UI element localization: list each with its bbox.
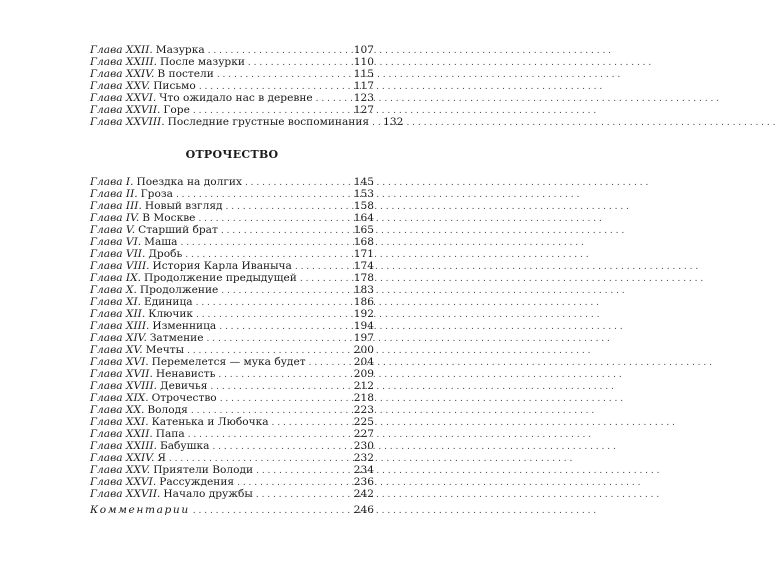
chapter-title: Перемелется — мука будет xyxy=(151,356,306,368)
page-number: 153 xyxy=(353,188,374,200)
chapter-number: Глава XXI. xyxy=(90,416,149,428)
page-number: 200 xyxy=(353,344,374,356)
page-number: 192 xyxy=(353,308,374,320)
toc-entry xyxy=(90,200,374,212)
page-number: 127 xyxy=(353,104,374,116)
chapter-number: Глава VII. xyxy=(90,248,146,260)
toc-entry xyxy=(90,344,374,356)
page-number: 165 xyxy=(353,224,374,236)
chapter-number: Глава XIV. xyxy=(90,332,147,344)
chapter-title: Письмо xyxy=(153,80,196,92)
toc-entry xyxy=(90,248,374,260)
chapter-title: Дробь xyxy=(148,248,183,260)
page-number: 107 xyxy=(353,44,374,56)
page-number: 242 xyxy=(353,488,374,500)
toc-entry xyxy=(90,296,374,308)
chapter-number: Глава XXII. xyxy=(90,428,153,440)
page-number: 236 xyxy=(353,476,374,488)
chapter-number: Глава VIII. xyxy=(90,260,150,272)
page-number: 227 xyxy=(353,428,374,440)
chapter-title: Затмение xyxy=(149,332,204,344)
page-number: 223 xyxy=(353,404,374,416)
chapter-number: Глава XVIII. xyxy=(90,380,158,392)
chapter-title: Папа xyxy=(155,428,185,440)
chapter-number: Глава VI. xyxy=(90,236,142,248)
dot-leader xyxy=(248,57,351,69)
toc-entry xyxy=(90,416,374,428)
toc-entry xyxy=(90,392,374,404)
dot-leader xyxy=(212,441,350,453)
toc-entry xyxy=(90,464,374,476)
toc-entry xyxy=(90,428,374,440)
toc-entry xyxy=(90,116,404,128)
toc-entry xyxy=(90,380,374,392)
toc-entry xyxy=(90,236,374,248)
toc-entry xyxy=(90,356,374,368)
chapter-title: Горе xyxy=(163,104,190,116)
toc-entry xyxy=(90,44,374,56)
page-number: 246 xyxy=(353,504,374,516)
chapter-number: Глава XXVI. xyxy=(90,92,157,104)
chapter-number: Глава IV. xyxy=(90,212,140,224)
toc-entry xyxy=(90,68,374,80)
dot-leader xyxy=(180,237,350,249)
chapter-title: Рассуждения xyxy=(159,476,235,488)
toc-entry xyxy=(90,176,374,188)
chapter-title: Что ожидало нас в деревне xyxy=(159,92,313,104)
chapter-title: Приятели Володи xyxy=(153,464,254,476)
dot-leader xyxy=(193,505,351,517)
dot-leader xyxy=(219,321,351,333)
dot-leader xyxy=(188,429,351,441)
page-number: 183 xyxy=(353,284,374,296)
toc-entry xyxy=(90,320,374,332)
chapter-title: Единица xyxy=(144,296,193,308)
dot-leader xyxy=(295,261,351,273)
page-number: 123 xyxy=(353,92,374,104)
chapter-number: Глава XV. xyxy=(90,344,143,356)
chapter-title: Мечты xyxy=(145,344,185,356)
chapter-title: Ненависть xyxy=(155,368,216,380)
toc-entry xyxy=(90,92,374,104)
toc-entry xyxy=(90,452,374,464)
dot-leader xyxy=(237,477,351,489)
chapter-number: Глава XXVII. xyxy=(90,104,161,116)
chapter-title: Продолжение xyxy=(139,284,219,296)
toc-entry xyxy=(90,368,374,380)
toc-entry xyxy=(90,476,374,488)
toc-entry xyxy=(90,80,374,92)
dot-leader xyxy=(196,309,351,321)
table-of-contents xyxy=(90,44,404,516)
toc-entry xyxy=(90,332,374,344)
chapter-title: Поездка на долгих xyxy=(136,176,242,188)
chapter-number: Глава II. xyxy=(90,188,138,200)
page-number: 132 xyxy=(383,116,404,128)
chapter-title: Начало дружбы xyxy=(163,488,253,500)
dot-leader xyxy=(221,225,351,237)
toc-entry xyxy=(90,104,374,116)
chapter-number: Глава XXVIII. xyxy=(90,116,165,128)
page-number: 234 xyxy=(353,464,374,476)
chapter-number: Глава XI. xyxy=(90,296,142,308)
chapter-title: Продолжение предыдущей xyxy=(144,272,297,284)
page-number: 178 xyxy=(353,272,374,284)
chapter-title: Старший брат xyxy=(138,224,218,236)
dot-leader xyxy=(220,393,351,405)
toc-entry xyxy=(90,224,374,236)
page-number: 212 xyxy=(353,380,374,392)
dot-leader xyxy=(256,465,351,477)
page-number: 110 xyxy=(353,56,374,68)
toc-entry xyxy=(90,212,374,224)
otrochestvo-list xyxy=(90,176,374,500)
chapter-number: Глава V. xyxy=(90,224,136,236)
chapter-number: Глава XXIII. xyxy=(90,56,157,68)
dot-leader xyxy=(198,213,350,225)
chapter-number: Глава I. xyxy=(90,176,134,188)
page-number: 225 xyxy=(353,416,374,428)
page-number: 158 xyxy=(353,200,374,212)
dot-leader xyxy=(300,273,351,285)
page-number: 171 xyxy=(353,248,374,260)
dot-leader xyxy=(316,93,351,105)
toc-entry xyxy=(90,488,374,500)
chapter-title: Новый взгляд xyxy=(144,200,223,212)
chapter-title: История Карла Иваныча xyxy=(152,260,292,272)
chapter-title: Катенька и Любочка xyxy=(151,416,269,428)
comments-title: Комментарии xyxy=(90,504,190,516)
chapter-title: В постели xyxy=(157,68,214,80)
chapter-number: Глава III. xyxy=(90,200,142,212)
toc-entry xyxy=(90,260,374,272)
dot-leader xyxy=(372,117,380,129)
page-number: 145 xyxy=(353,176,374,188)
chapter-title: Я xyxy=(157,452,166,464)
page-number: 186 xyxy=(353,296,374,308)
chapter-number: Глава XXV. xyxy=(90,464,151,476)
dot-leader xyxy=(196,297,351,309)
chapter-number: Глава XII. xyxy=(90,308,146,320)
chapter-number: Глава XXII. xyxy=(90,44,153,56)
dot-leader xyxy=(272,417,351,429)
chapter-title: В Москве xyxy=(142,212,196,224)
page-number: 168 xyxy=(353,236,374,248)
toc-entry xyxy=(90,440,374,452)
chapter-number: Глава XXIV. xyxy=(90,68,155,80)
toc-entry xyxy=(90,188,374,200)
page-number: 174 xyxy=(353,260,374,272)
section-heading: ОТРОЧЕСТВО xyxy=(185,148,279,161)
chapter-number: Глава XXIII. xyxy=(90,440,157,452)
dot-leader xyxy=(221,285,350,297)
chapter-number: Глава XVI. xyxy=(90,356,149,368)
chapter-number: Глава XIII. xyxy=(90,320,150,332)
chapter-number: Глава X. xyxy=(90,284,137,296)
chapter-number: Глава XXVII. xyxy=(90,488,161,500)
chapter-title: Девичья xyxy=(160,380,208,392)
chapter-title: Володя xyxy=(147,404,188,416)
toc-entry xyxy=(90,308,374,320)
childhood-tail-list xyxy=(90,44,404,128)
page-number: 164 xyxy=(353,212,374,224)
chapter-number: Глава XVII. xyxy=(90,368,153,380)
dot-leader xyxy=(210,381,350,393)
dot-leader xyxy=(245,177,351,189)
dot-leader xyxy=(217,69,351,81)
page-number: 218 xyxy=(353,392,374,404)
chapter-title: Изменница xyxy=(152,320,217,332)
chapter-title: После мазурки xyxy=(159,56,245,68)
chapter-title: Ключик xyxy=(148,308,194,320)
page-number: 209 xyxy=(353,368,374,380)
chapter-number: Глава XX. xyxy=(90,404,145,416)
page-number: 115 xyxy=(353,68,374,80)
page-number: 194 xyxy=(353,320,374,332)
chapter-title: Бабушка xyxy=(159,440,210,452)
dot-leader xyxy=(226,201,351,213)
chapter-number: Глава XIX. xyxy=(90,392,149,404)
chapter-title: Отрочество xyxy=(151,392,217,404)
dot-leader xyxy=(309,357,351,369)
chapter-number: Глава XXVI. xyxy=(90,476,157,488)
toc-entry xyxy=(90,56,374,68)
toc-entry xyxy=(90,404,374,416)
chapter-title: Гроза xyxy=(140,188,173,200)
chapter-number: Глава XXV. xyxy=(90,80,151,92)
dot-leader xyxy=(256,489,351,501)
page-number: 197 xyxy=(353,332,374,344)
page-number: 232 xyxy=(353,452,374,464)
page-number: 117 xyxy=(353,80,374,92)
dot-leader xyxy=(218,369,350,381)
page-number: 230 xyxy=(353,440,374,452)
chapter-title: Мазурка xyxy=(155,44,205,56)
page-number: 204 xyxy=(353,356,374,368)
toc-entry xyxy=(90,272,374,284)
chapter-number: Глава XXIV. xyxy=(90,452,155,464)
chapter-title: Последние грустные воспоминания xyxy=(167,116,370,128)
toc-entry xyxy=(90,284,374,296)
chapter-number: Глава IX. xyxy=(90,272,142,284)
dot-leader xyxy=(207,333,351,345)
comments-entry xyxy=(90,504,374,516)
chapter-title: Маша xyxy=(144,236,178,248)
